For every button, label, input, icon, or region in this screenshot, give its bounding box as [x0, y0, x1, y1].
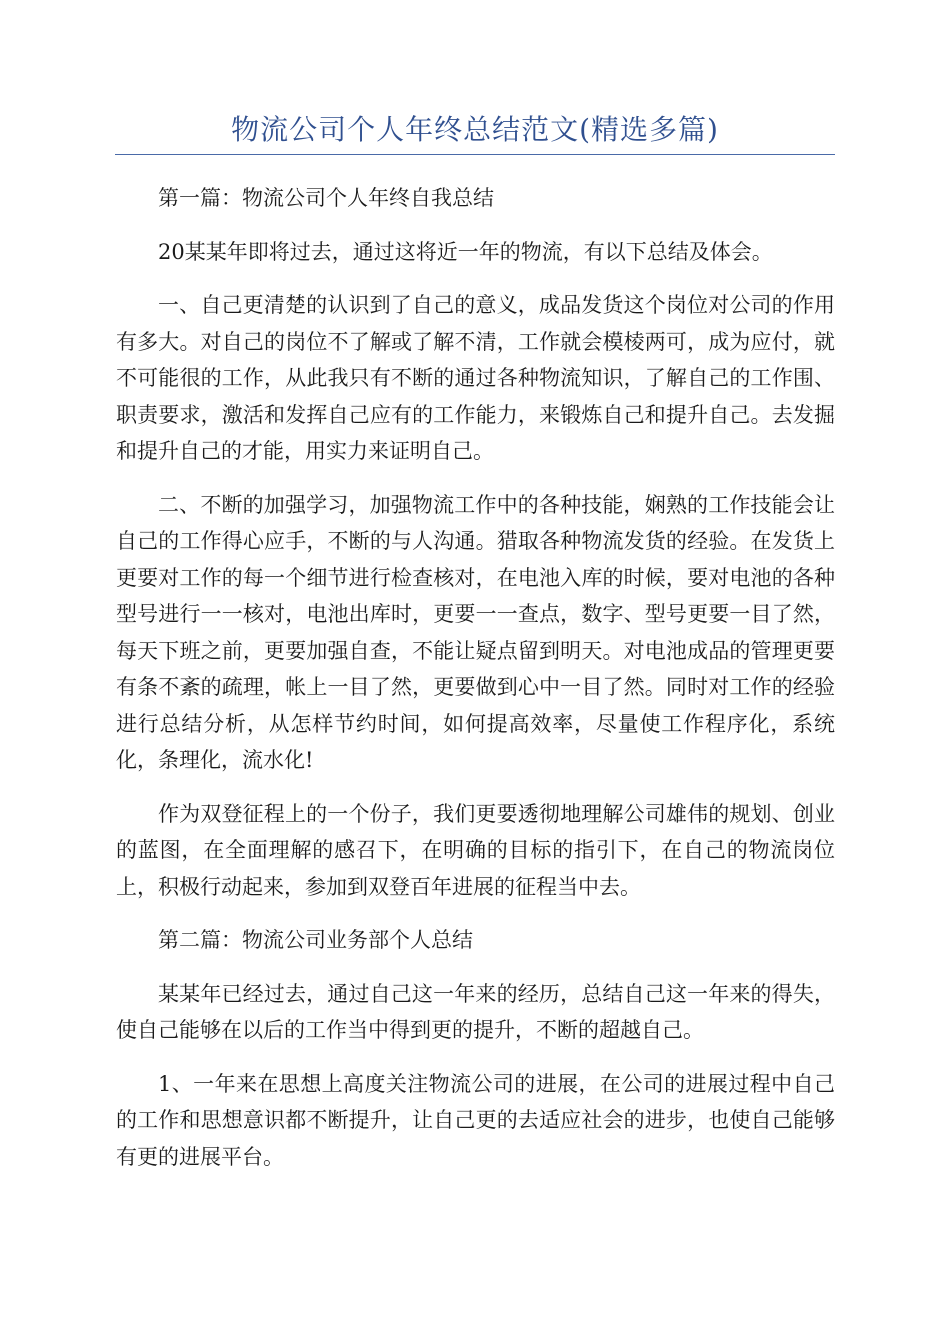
paragraph: 二、不断的加强学习，加强物流工作中的各种技能，娴熟的工作技能会让自己的工作得心应手，不断的与人沟通。猎取各种物流发货的经验。在发货上更要对工作的每一个细节进行检查核对，在电池入库的时候，要对电池的各种型号进行一一核对，电池出库时，更要一一查点，数字、型号更要一目了然，每天下班之前，更要加强自查，不能让疑点留到明天。对电池成品的管理更要有条不紊的疏理，帐上一目了然，更要做到心中一目了然。同时对工作的经验进行总结分析，从怎样节约时间，如何提高效率，尽量使工作程序化，系统化，条理化，流水化! [116, 492, 835, 772]
paragraph: 1、一年来在思想上高度关注物流公司的进展，在公司的进展过程中自己的工作和思想意识都不断提升，让自己更的去适应社会的进步，也使自己能够有更的进展平台。 [116, 1071, 835, 1169]
title-underline [115, 154, 835, 155]
document-title: 物流公司个人年终总结范文(精选多篇) [231, 113, 719, 146]
paragraph: 一、自己更清楚的认识到了自己的意义，成品发货这个岗位对公司的作用有多大。对自己的岗位不了解或了解不清，工作就会模棱两可，成为应付，就不可能很的工作，从此我只有不断的通过各种物流知识，了解自己的工作围、职责要求，激活和发挥自己应有的工作能力，来锻炼自己和提升自己。去发掘和提升自己的才能，用实力来证明自己。 [116, 293, 835, 463]
section-heading-1: 第一篇：物流公司个人年终自我总结 [158, 186, 494, 210]
paragraph: 作为双登征程上的一个份子，我们更要透彻地理解公司雄伟的规划、创业的蓝图，在全面理解的感召下，在明确的目标的指引下，在自己的物流岗位上，积极行动起来，参加到双登百年进展的征程当中去。 [116, 801, 835, 899]
paragraph: 某某年已经过去，通过自己这一年来的经历，总结自己这一年来的得失，使自己能够在以后的工作当中得到更的提升，不断的超越自己。 [116, 981, 835, 1042]
section-heading-2: 第二篇：物流公司业务部个人总结 [158, 928, 473, 952]
paragraph: 20某某年即将过去，通过这将近一年的物流，有以下总结及体会。 [158, 239, 773, 264]
document-body [116, 180, 835, 1192]
